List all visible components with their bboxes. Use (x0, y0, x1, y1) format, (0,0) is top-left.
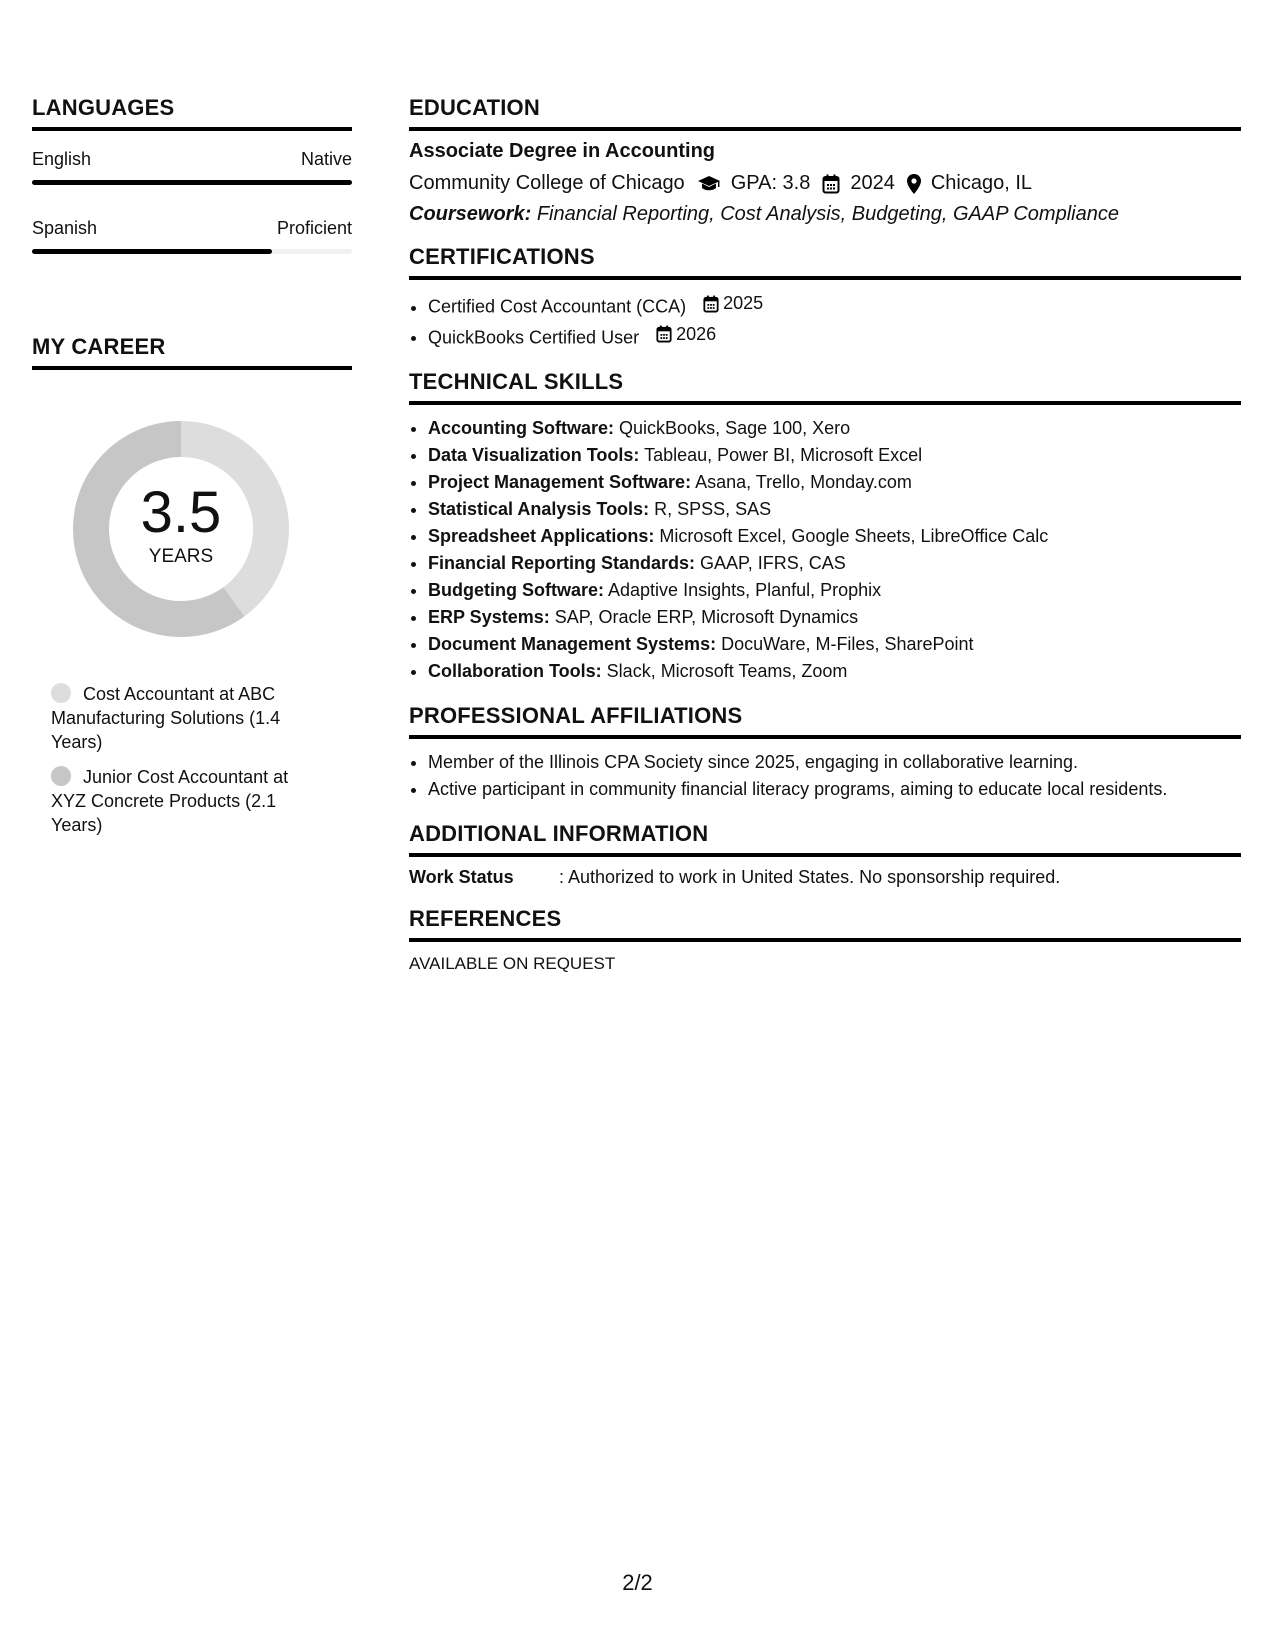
skill-values: R, SPSS, SAS (654, 499, 772, 519)
language-item (32, 149, 352, 185)
skill-values: Tableau, Power BI, Microsoft Excel (644, 445, 923, 465)
skill-item (428, 631, 1241, 658)
skill-category: Financial Reporting Standards: (428, 553, 696, 573)
certifications-heading: CERTIFICATIONS (409, 244, 1241, 280)
left-column (32, 95, 352, 848)
skills-heading: TECHNICAL SKILLS (409, 369, 1241, 405)
certification-year: 2025 (723, 293, 764, 313)
skill-item (428, 550, 1241, 577)
skill-item (428, 496, 1241, 523)
career-role (51, 765, 321, 837)
legend-dot (51, 766, 71, 786)
skill-category: Statistical Analysis Tools: (428, 499, 650, 519)
right-column (409, 95, 1241, 974)
skill-values: SAP, Oracle ERP, Microsoft Dynamics (554, 607, 859, 627)
work-status-row (409, 867, 1241, 888)
certification-item (428, 290, 1241, 321)
certification-year: 2026 (676, 323, 717, 344)
language-proficiency-bar (32, 249, 352, 254)
certification-name: QuickBooks Certified User (428, 327, 640, 347)
skill-item (428, 415, 1241, 442)
education-gpa: GPA: 3.8 (730, 172, 811, 194)
education-details (409, 172, 1241, 195)
language-level: Native (300, 149, 352, 169)
career-donut-chart (66, 414, 296, 644)
skill-item (428, 469, 1241, 496)
skill-values: QuickBooks, Sage 100, Xero (619, 418, 851, 438)
work-status-value: : Authorized to work in United States. No sponsorship required. (559, 867, 1061, 887)
skill-category: Document Management Systems: (428, 634, 717, 654)
language-item (32, 218, 352, 254)
certification-name: Certified Cost Accountant (CCA) (428, 296, 687, 317)
language-proficiency-bar (32, 180, 352, 185)
career-heading: MY CAREER (32, 334, 352, 370)
languages-heading: LANGUAGES (32, 95, 352, 131)
skill-category: ERP Systems: (428, 607, 550, 627)
skill-item (428, 523, 1241, 550)
affiliations-section (409, 703, 1241, 803)
education-location: Chicago, IL (930, 172, 1033, 194)
education-section (409, 95, 1241, 226)
affiliation-item: • Member of the Illinois CPA Society since 2025, engaging in collaborative learning. (428, 749, 1241, 776)
coursework-list: Financial Reporting, Cost Analysis, Budgeting, GAAP Compliance (536, 203, 1119, 225)
language-proficiency-fill (32, 249, 272, 254)
skill-values: Asana, Trello, Monday.com (695, 472, 912, 492)
page-number: 2/2 (622, 1570, 653, 1595)
education-degree: Associate Degree in Accounting (409, 140, 715, 162)
skill-values: Slack, Microsoft Teams, Zoom (606, 661, 848, 681)
legend-dot (51, 683, 71, 703)
education-school: Community College of Chicago (409, 172, 685, 194)
skill-values: GAAP, IFRS, CAS (700, 553, 846, 573)
skill-item (428, 577, 1241, 604)
additional-info-section (409, 821, 1241, 888)
education-heading: EDUCATION (409, 95, 1241, 131)
skill-values: Microsoft Excel, Google Sheets, LibreOffice Calc (659, 526, 1049, 546)
certification-item (428, 321, 1241, 352)
language-name: English (32, 149, 92, 169)
calendar-icon (822, 174, 840, 194)
language-level: Proficient (276, 218, 352, 238)
skill-category: Budgeting Software: (428, 580, 604, 600)
references-text: AVAILABLE ON REQUEST (409, 954, 616, 973)
calendar-icon (656, 325, 672, 343)
skill-category: Spreadsheet Applications: (428, 526, 655, 546)
location-pin-icon (907, 174, 921, 194)
skill-values: DocuWare, M-Files, SharePoint (721, 634, 974, 654)
affiliation-item: • Active participant in community financial literacy programs, aiming to educate local residents. (428, 776, 1241, 803)
certifications-section (409, 244, 1241, 351)
skill-item (428, 442, 1241, 469)
language-proficiency-fill (32, 180, 352, 185)
calendar-icon (703, 295, 719, 313)
references-section (409, 906, 1241, 974)
coursework-label: Coursework: (409, 203, 532, 225)
skill-category: Data Visualization Tools: (428, 445, 640, 465)
skills-section (409, 369, 1241, 685)
skill-category: Collaboration Tools: (428, 661, 602, 681)
additional-info-heading: ADDITIONAL INFORMATION (409, 821, 1241, 857)
career-legend (32, 682, 321, 837)
skill-category: Accounting Software: (428, 418, 615, 438)
graduation-cap-icon (697, 175, 721, 193)
career-role (51, 682, 321, 754)
references-heading: REFERENCES (409, 906, 1241, 942)
affiliations-heading: PROFESSIONAL AFFILIATIONS (409, 703, 1241, 739)
skill-item (428, 658, 1241, 685)
work-status-label: Work Status (409, 867, 514, 887)
skill-item (428, 604, 1241, 631)
education-year: 2024 (850, 172, 895, 194)
language-name: Spanish (32, 218, 98, 238)
career-years-unit: YEARS (148, 546, 214, 567)
education-coursework (409, 203, 1241, 226)
skill-values: Adaptive Insights, Planful, Prophix (608, 580, 882, 600)
career-role-label: Cost Accountant at ABC Manufacturing Solutions (1.4 Years) (51, 684, 281, 752)
skill-category: Project Management Software: (428, 472, 692, 492)
career-role-label: Junior Cost Accountant at XYZ Concrete Products (2.1 Years) (51, 767, 289, 835)
career-total-years: 3.5 (140, 480, 222, 545)
